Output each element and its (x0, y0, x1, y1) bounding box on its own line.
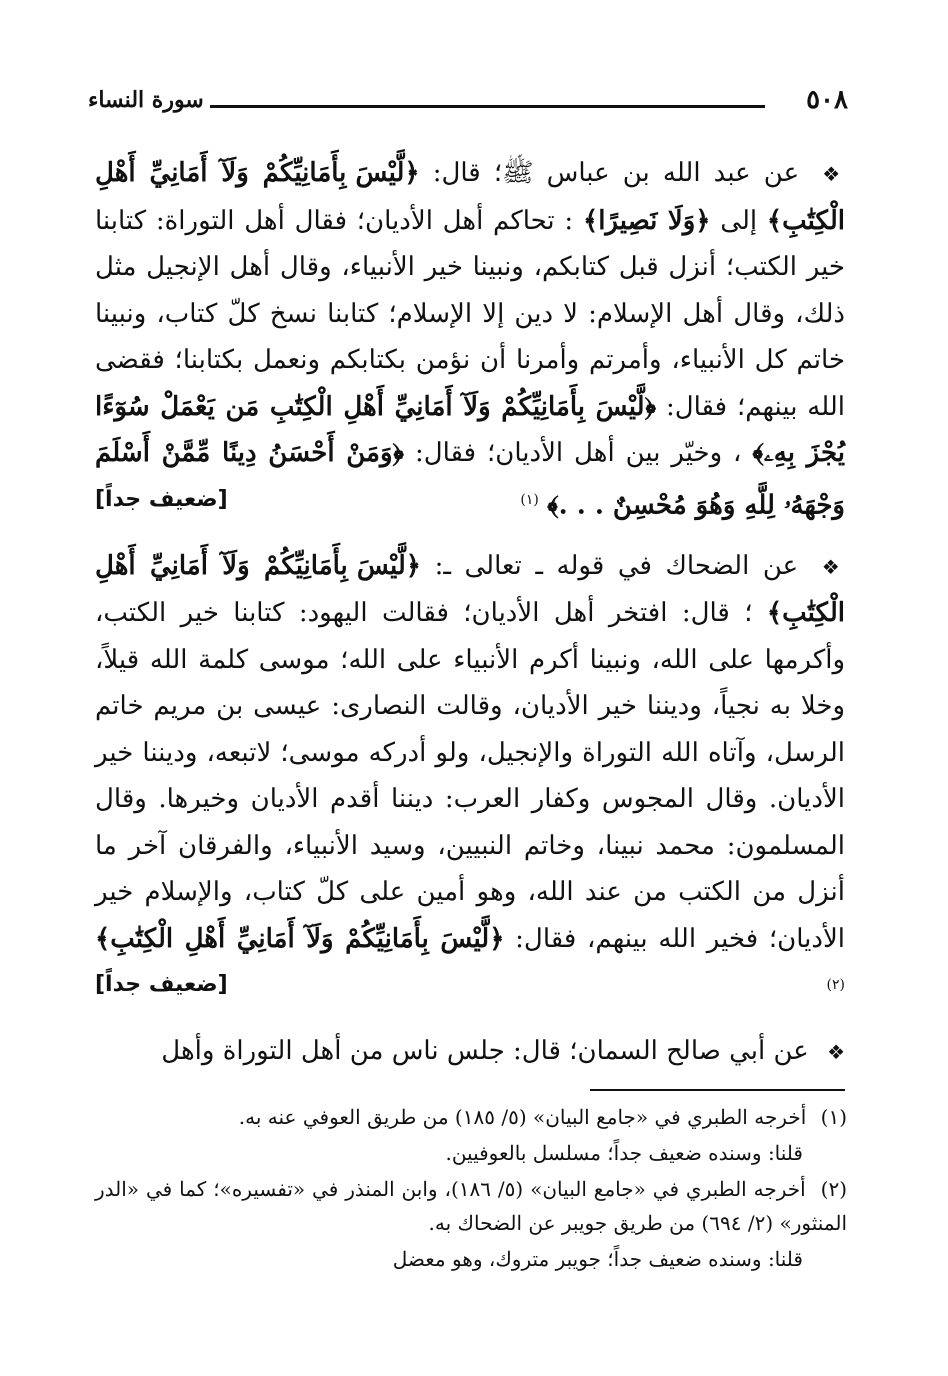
quran-verse: ﴿وَلَا نَصِيرًا﴾ (582, 205, 711, 236)
quran-verse: ﴿لَّيْسَ بِأَمَانِيِّكُمْ وَلَآ أَمَانِيِّ أَهْلِ الْكِتَٰبِ مَن يَعْمَلْ سُوٓءًا يُجْزَ بِهِۦ﴾ (95, 391, 845, 468)
footnote-text: أخرجه الطبري في «جامع البيان» (٥/ ١٨٦)، وابن المنذر في «تفسيره»؛ كما في «الدر المنثور» (٢/ ٦٩٤) من طريق جويبر عن الضحاك به. (95, 1177, 847, 1235)
surah-title: سورة النساء (88, 87, 204, 113)
grade-label: [ضعيف جداً] (95, 486, 228, 512)
quran-verse: ﴿وَمَنْ أَحْسَنُ دِينًا مِّمَّنْ أَسْلَمَ وَجْهَهُۥ لِلَّهِ وَهُوَ مُحْسِنٌ . . .﴾ (95, 438, 845, 521)
footnote-note: قلنا: وسنده ضعيف جداً؛ جويبر متروك، وهو معضل (392, 1247, 803, 1271)
bullet-icon: ❖ (822, 162, 845, 186)
footnote-number: (٢) (820, 1177, 847, 1201)
footnote-note: قلنا: وسنده ضعيف جداً؛ مسلسل بالعوفيين. (445, 1141, 803, 1165)
narration-text: ؛ قال: افتخر أهل الأديان؛ فقالت اليهود: كتابنا خير الكتب، وأكرمها على الله، ونبينا أكرم الأنبياء على الله؛ موسى كلمة الله قيلاً، وخلا به نجياً، وديننا خير الأديان، وقالت النصارى: عيسى بن مريم خاتم الرسل، وآتاه الله التوراة والإنجيل، ولو أدركه موسى؛ لاتبعه، وديننا خير الأديان. وقال المجوس وكفار العرب: ديننا أقدم الأديان وخيرها. وقال المسلمون: محمد نبينا، وخاتم النبيين، وسيد الأنبياء، والفرقان آخر ما أنزل من الكتب من عند الله، وهو أمين على كلّ كتاب، والإسلام خير الأديان؛ فخير الله بينهم، فقال: (95, 598, 846, 954)
bullet-icon: ❖ (827, 1040, 845, 1065)
footnotes (95, 1100, 847, 1278)
narration-text: ، وخيّر بين أهل الأديان؛ فقال: (404, 438, 742, 468)
narration-text: : تحاكم أهل الأديان؛ فقال أهل التوراة: كتابنا خير الكتب؛ أنزل قبل كتابكم، ونبينا خير الأنبياء، وقال أهل الإنجيل مثل ذلك، وقال أهل الإسلام: لا دين إلا الإسلام؛ كتابنا نسخ كلّ كتاب، ونبينا خاتم كل الأنبياء، وأمرتم وأمرنا أن نؤمن بكتابكم ونعمل بكتابنا؛ فقضى الله بينهم؛ فقال: (95, 205, 845, 422)
narration-text: عن أبي صالح السمان؛ قال: جلس ناس من أهل التوراة وأهل (161, 1036, 809, 1067)
hadith-paragraph (95, 543, 845, 1015)
header-rule (210, 105, 765, 108)
hadith-paragraph (95, 1028, 845, 1076)
grade-label: [ضعيف جداً] (95, 972, 228, 998)
narration-text: عن عبد الله بن عباس ﷺ؛ قال: (419, 158, 800, 188)
quran-verse: ﴿لَّيْسَ بِأَمَانِيِّكُمْ وَلَآ أَمَانِيِّ أَهْلِ الْكِتَٰبِ﴾ (95, 158, 846, 236)
footnote-item (95, 1100, 847, 1134)
narration-text: إلى (710, 205, 758, 236)
footnote-number: (١) (820, 1105, 847, 1129)
hadith-paragraph (95, 150, 845, 529)
footnote-ref[interactable]: (٢) (826, 977, 845, 994)
footnote-ref[interactable]: (١) (520, 491, 539, 508)
quran-verse: ﴿لَّيْسَ بِأَمَانِيِّكُمْ وَلَآ أَمَانِيِّ أَهْلِ الْكِتَٰبِ﴾ (95, 923, 505, 954)
narration-text: عن الضحاك في قوله ـ تعالى ـ: (421, 550, 799, 581)
footnote-item (95, 1172, 847, 1240)
main-text (95, 150, 845, 1090)
bullet-icon: ❖ (821, 554, 845, 579)
footnote-rule (590, 1089, 845, 1091)
quran-verse: ﴿لَّيْسَ بِأَمَانِيِّكُمْ وَلَآ أَمَانِيِّ أَهْلِ الْكِتَٰبِ﴾ (95, 550, 846, 629)
page-number: ٥٠٨ (806, 85, 848, 115)
footnote-text: أخرجه الطبري في «جامع البيان» (٥/ ١٨٥) من طريق العوفي عنه به. (238, 1105, 807, 1129)
page-header (88, 78, 848, 122)
